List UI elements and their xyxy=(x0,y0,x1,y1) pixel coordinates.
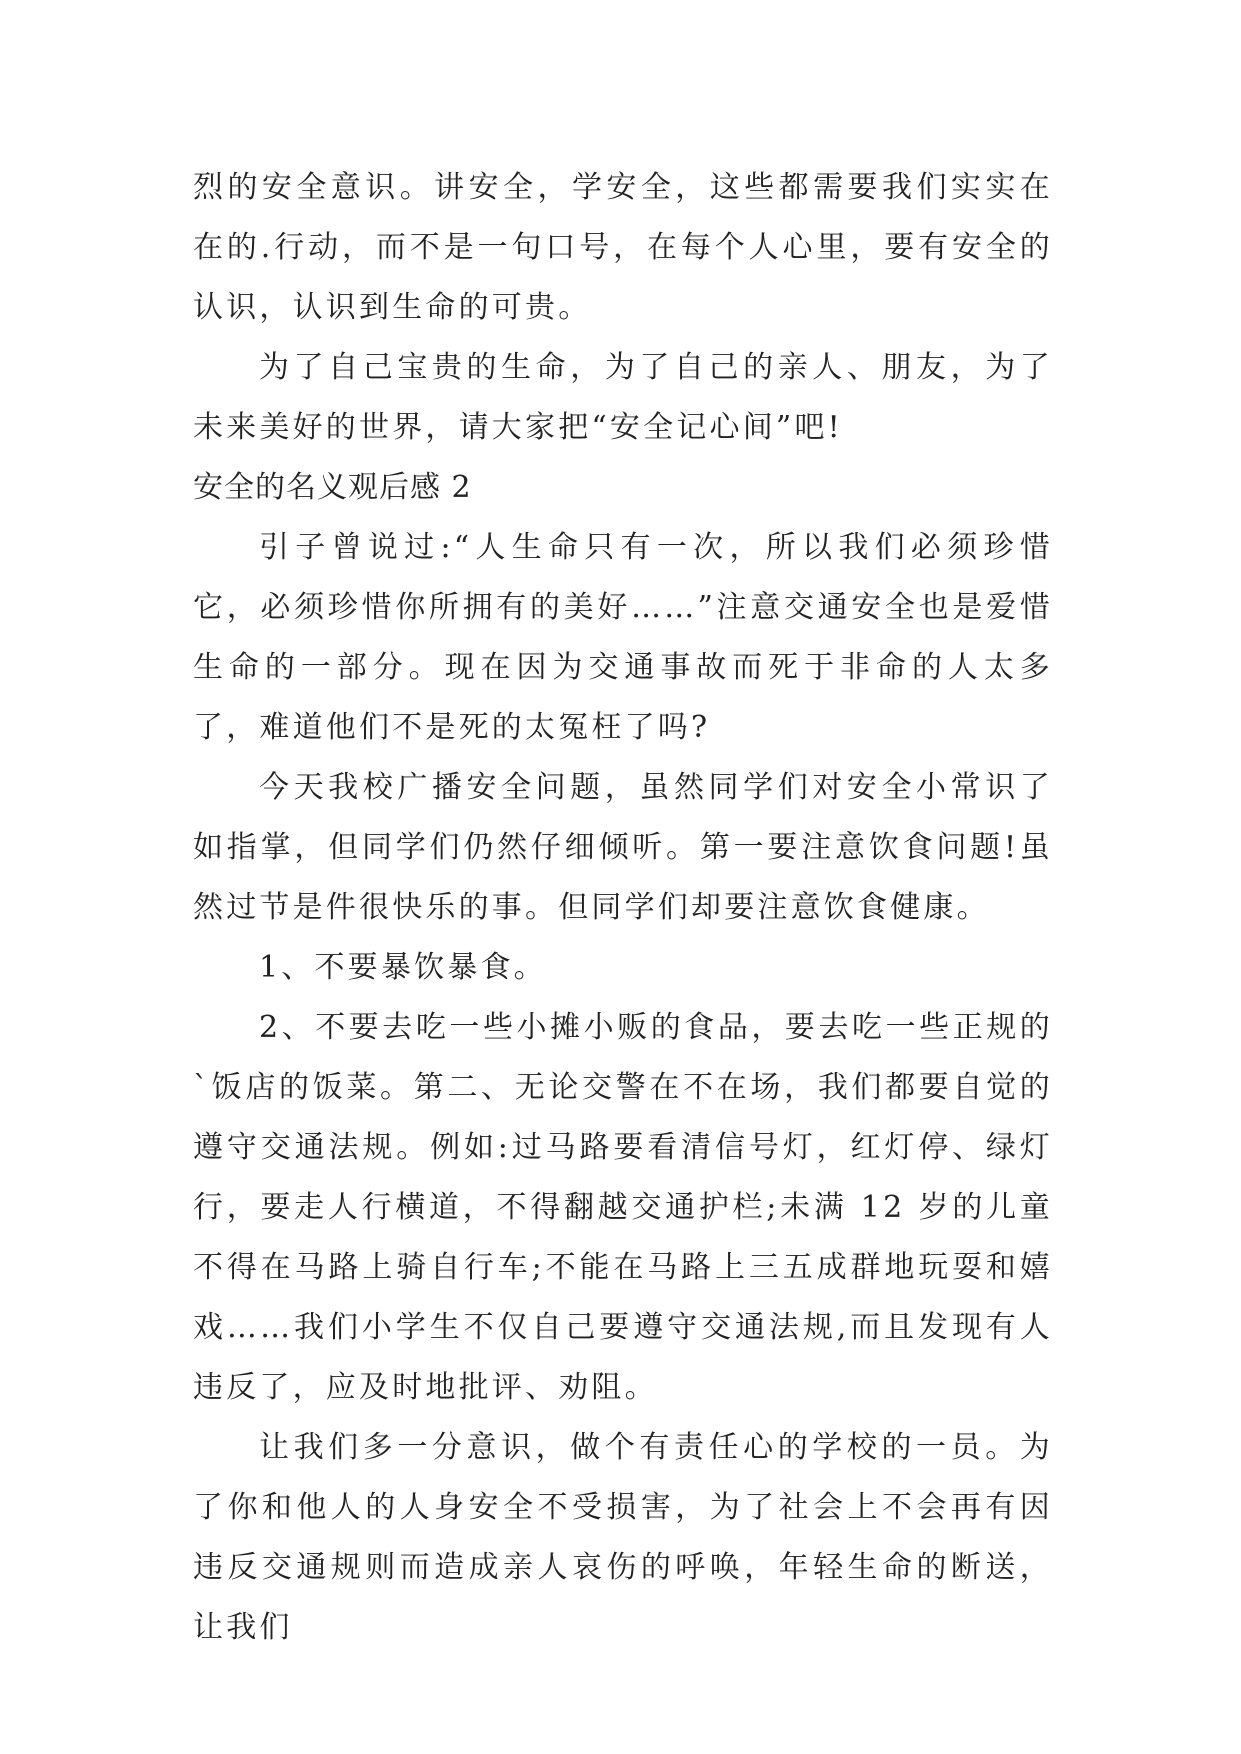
section-heading: 安全的名义观后感 2 xyxy=(193,470,472,505)
paragraph-2: 为了自己宝贵的生命，为了自己的亲人、朋友，为了未来美好的世界，请大家把“安全记心间”吧! xyxy=(193,350,1053,445)
list-item-1: 1、不要暴饮暴食。 xyxy=(259,950,547,985)
paragraph-1: 烈的安全意识。讲安全，学安全，这些都需要我们实实在在的.行动，而不是一句口号，在每个人心里，要有安全的认识，认识到生命的可贵。 xyxy=(193,170,1053,325)
paragraph-3: 引子曾说过:“人生命只有一次，所以我们必须珍惜它，必须珍惜你所拥有的美好……”注意交通安全也是爱惜生命的一部分。现在因为交通事故而死于非命的人太多了，难道他们不是死的太冤枉了吗? xyxy=(193,530,1053,745)
list-item-2: 2、不要去吃一些小摊小贩的食品，要去吃一些正规的`饭店的饭菜。第二、无论交警在不在场，我们都要自觉的遵守交通法规。例如:过马路要看清信号灯，红灯停、绿灯行，要走人行横道，不得翻越交通护栏;未满 12 岁的儿童不得在马路上骑自行车;不能在马路上三五成群地玩耍和嬉戏……我们小学生不仅自己要遵守交通法规,而且发现有人违反了，应及时地批评、劝阻。 xyxy=(193,1010,1053,1405)
paragraph-5: 让我们多一分意识，做个有责任心的学校的一员。为了你和他人的人身安全不受损害，为了社会上不会再有因违反交通规则而造成亲人哀伤的呼唤，年轻生命的断送，让我们 xyxy=(193,1430,1053,1645)
document-body xyxy=(193,158,1053,1658)
paragraph-4: 今天我校广播安全问题，虽然同学们对安全小常识了如指掌，但同学们仍然仔细倾听。第一要注意饮食问题!虽然过节是件很快乐的事。但同学们却要注意饮食健康。 xyxy=(193,770,1053,925)
